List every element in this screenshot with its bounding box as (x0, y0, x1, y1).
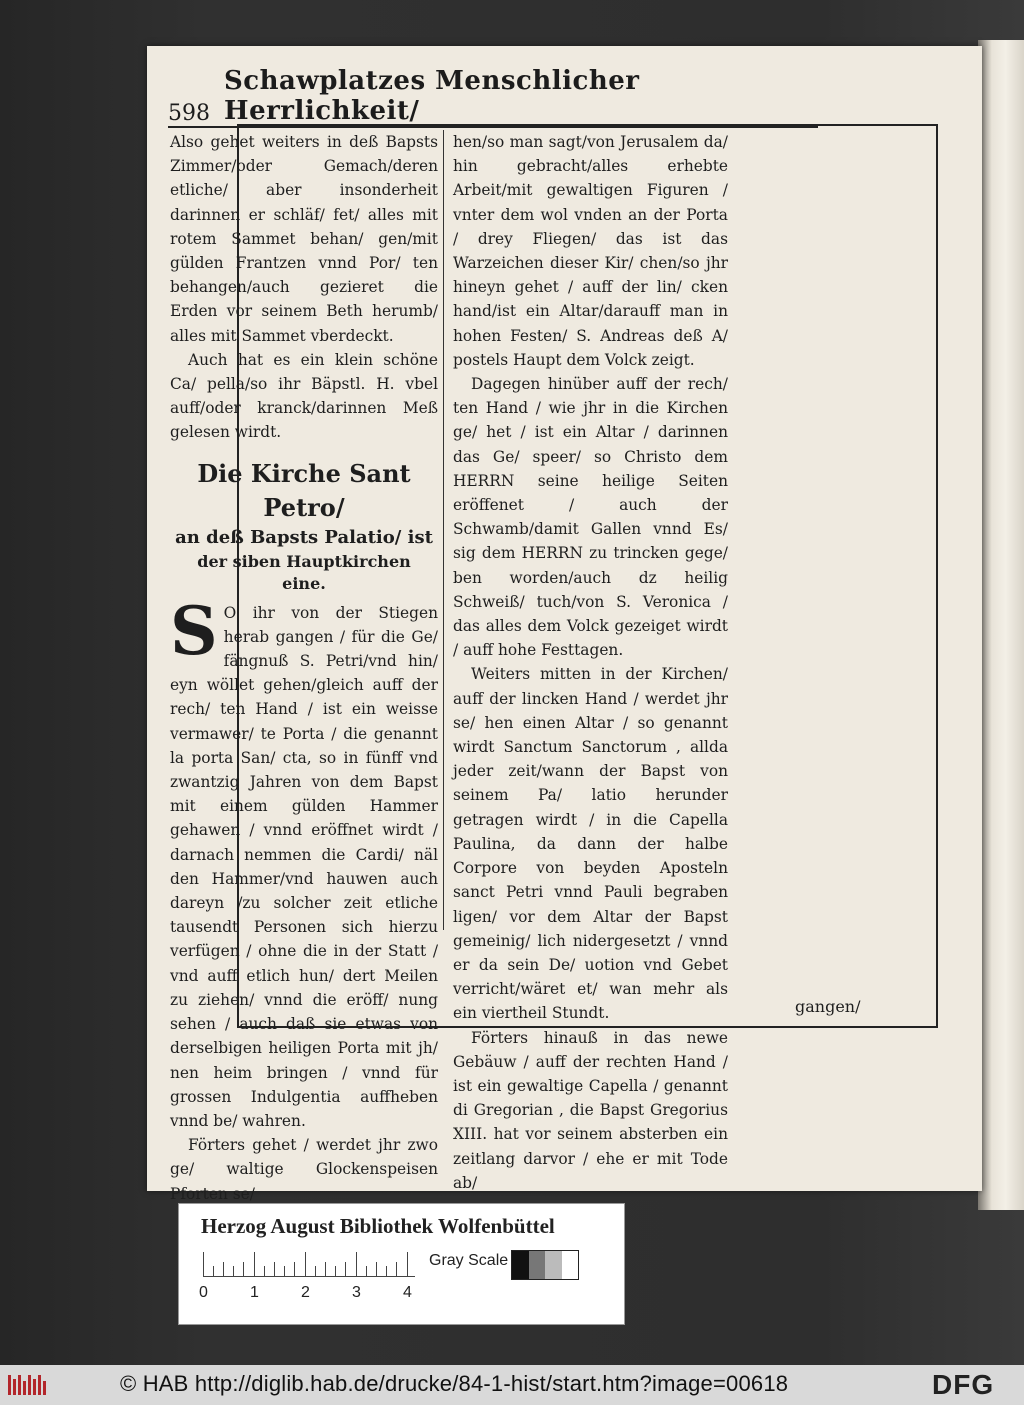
page-number: 598 (168, 101, 210, 126)
catchword: gangen/ (795, 997, 861, 1016)
swatch-gray (529, 1251, 546, 1279)
heading-line: an deß Bapsts Palatio/ ist (175, 526, 433, 548)
footer-bar (0, 1365, 1024, 1405)
gray-scale-swatches (511, 1250, 579, 1280)
ruler-tick (284, 1266, 285, 1276)
ruler-tick (223, 1262, 224, 1276)
swatch-black (512, 1251, 529, 1279)
heading-line: Die Kirche Sant Petro/ (197, 458, 411, 522)
ruler-number: 0 (199, 1284, 208, 1301)
paragraph (170, 591, 438, 1133)
paragraph: Förters gehet / werdet jhr zwo ge/ waltige Glockenspeisen Pforten se/ (170, 1136, 438, 1203)
ruler-tick (294, 1262, 295, 1276)
ruler-tick (396, 1262, 397, 1276)
ruler-tick (356, 1252, 357, 1276)
ruler-tick (203, 1252, 204, 1276)
right-column (453, 130, 728, 1195)
ruler-tick (274, 1262, 275, 1276)
ruler-tick (386, 1266, 387, 1276)
ruler-number: 3 (352, 1284, 361, 1301)
hab-logo-icon (8, 1373, 46, 1397)
library-name: Herzog August Bibliothek Wolfenbüttel (201, 1214, 555, 1238)
paragraph: hen/so man sagt/von Jerusalem da/ hin gebracht/alles erhebte Arbeit/mit gewaltigen Figuren / vnter dem wol vnden an der Porta / drey Fliegen/ das ist das Warzeichen dieser Kir/ chen/so jhr hineyn gehet / auff der lin/ cken hand/ist ein Altar/darauff man in hohen Festen/ S. Andreas deß A/ postels Haupt dem Volck zeigt. (453, 133, 728, 369)
ruler-tick (264, 1266, 265, 1276)
swatch-light-gray (545, 1251, 562, 1279)
ruler-number: 1 (250, 1284, 259, 1301)
left-column (170, 130, 438, 1206)
paragraph: Auch hat es ein klein schöne Ca/ pella/so ihr Bäpstl. H. vbel auff/oder kranck/darinnen Meß gelesen wirdt. (170, 350, 438, 442)
section-heading (170, 457, 438, 595)
gray-scale-label: Gray Scale (429, 1252, 509, 1269)
swatch-white (562, 1251, 579, 1279)
page-header (168, 66, 818, 128)
adjacent-page-edge (978, 40, 1024, 1210)
ruler-number: 4 (403, 1284, 412, 1301)
ruler-tick (335, 1266, 336, 1276)
paragraph: Förters hinauß in das newe Gebäuw / auff der rechten Hand / ist ein gewaltige Capella / genannt di Gregorian , die Bapst Gregorius XIII. hat vor seinem absterben ein zeitlang darvor / ehe er mit Tode ab/ (453, 1028, 728, 1192)
ruler-tick (407, 1252, 408, 1276)
dfg-logo: DFG (932, 1369, 995, 1400)
measure-ruler (203, 1252, 415, 1277)
ruler-number: 2 (301, 1284, 310, 1301)
ruler-tick (233, 1266, 234, 1276)
paragraph-text: O ihr von der Stiegen herab gangen / für die Ge/ fängnuß S. Petri/vnd hin/ eyn wöllet gehen/gleich auff der rech/ ten Hand / ist ein weisse vermawer/ te Porta / die genannt la porta San/ cta, so in fünff vnd zwantzig Jahren von dem Bapst mit einem gülden Hammer gehawen / vnnd eröffnet wirdt / darnach nemmen die Cardi/ näl den Hammer/vnd hauwen auch dareyn /zu solcher zeit etliche tausendt Personen sich hierzu verfügen / ohne die in der Statt / vnd auff etlich hun/ dert Meilen zu ziehen/ vnnd die eröff/ nung sehen / auch daß sie etwas von derselbigen heiligen Porta mit jh/ nen heim bringen / vnnd für grossen Indulgentia auffheben vnnd be/ wahren. (170, 603, 438, 1130)
ruler-tick (213, 1266, 214, 1276)
color-calibration-label (178, 1203, 625, 1325)
ruler-tick (243, 1262, 244, 1276)
heading-line: eine. (282, 573, 326, 593)
drop-cap: S (170, 591, 218, 670)
ruler-tick (325, 1262, 326, 1276)
column-rule (443, 130, 444, 930)
running-head: Schawplatzes Menschlicher Herrlichkeit/ (224, 66, 640, 126)
ruler-tick (376, 1262, 377, 1276)
paragraph: Weiters mitten in der Kirchen/ auff der lincken Hand / werdet jhr se/ hen einen Altar / so genannt wirdt Sanctum Sanctorum , allda jeder zeit/wann der Bapst von seinem Pa/ latio herunder getragen wirdt / in die Capella Paulina, da dann der halbe Corpore von beyden Aposteln sanct Petri vnnd Pauli begraben ligen/ vor dem Altar der Bapst gemeinig/ lich nidergesetzt / vnnd er da sein De/ uotion vnd Gebet verricht/wäret et/ wan mehr als ein viertheil Stundt. (453, 665, 728, 1023)
ruler-tick (345, 1262, 346, 1276)
heading-line: der siben Hauptkirchen (197, 551, 411, 571)
ruler-tick (254, 1252, 255, 1276)
copyright-url[interactable]: © HAB http://diglib.hab.de/drucke/84-1-hist/start.htm?image=00618 (120, 1371, 789, 1396)
ruler-tick (305, 1252, 306, 1276)
ruler-tick (366, 1266, 367, 1276)
ruler-tick (315, 1266, 316, 1276)
paragraph: Also gehet weiters in deß Bapsts Zimmer/oder Gemach/deren etliche/ aber insonderheit darinnen er schläf/ fet/ alles mit rotem Sammet behan/ gen/mit gülden Frantzen vnnd Por/ ten behangen/auch gezieret die Erden vor seinem Beth herumb/ alles mit Sammet vberdeckt. (170, 133, 438, 345)
paragraph: Dagegen hinüber auff der rech/ ten Hand / wie jhr in die Kirchen ge/ het / ist ein Altar / darinnen das Ge/ speer/ so Christo dem HERRN seine heilige Seiten eröffenet / auch der Schwamb/damit Gallen vnnd Es/ sig dem HERRN zu trincken gege/ ben worden/auch dz heilig Schweiß/ tuch/von S. Veronica / das alles dem Volck gezeiget wirdt / auff hohe Festtagen. (453, 375, 728, 660)
